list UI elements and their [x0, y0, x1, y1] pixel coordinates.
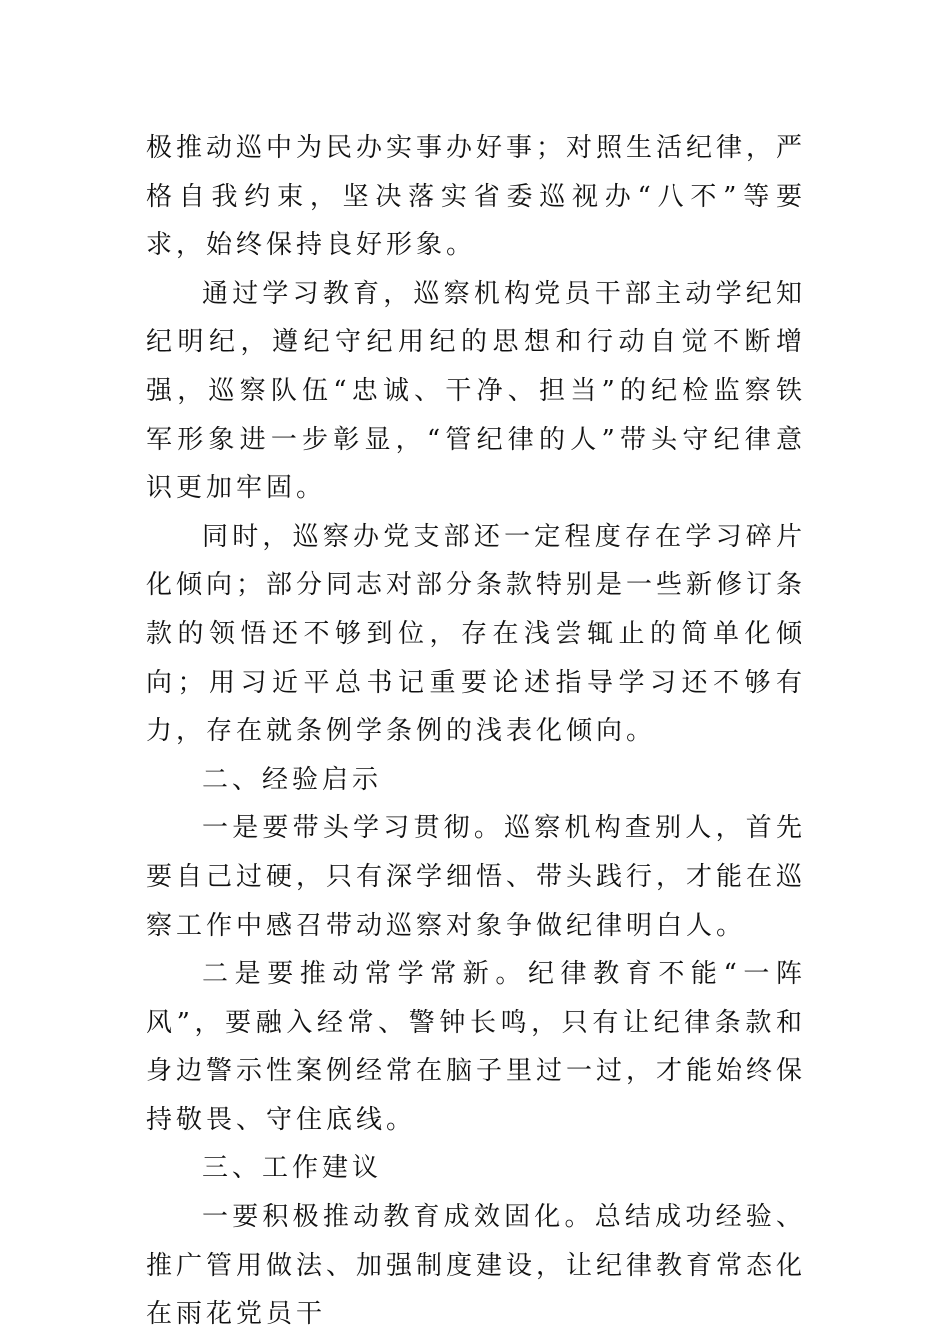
paragraph-suggestion-1: 一要积极推动教育成效固化。总结成功经验、推广管用做法、加强制度建设，让纪律教育常态化在雨花党员干 — [146, 1202, 807, 1330]
paragraph-shortcomings: 同时，巡察办党支部还一定程度存在学习碎片化倾向；部分同志对部分条款特别是一些新修订条款的领悟还不够到位，存在浅尝辄止的简单化倾向；用习近平总书记重要论述指导学习还不够有力，存在就条例学条例的浅表化倾向。 — [146, 521, 807, 747]
paragraph-continuation: 极推动巡中为民办实事办好事；对照生活纪律，严格自我约束，坚决落实省委巡视办“八不”等要求，始终保持良好形象。 — [146, 133, 807, 261]
paragraph-experience-1: 一是要带头学习贯彻。巡察机构查别人，首先要自己过硬，只有深学细悟、带头践行，才能在巡察工作中感召带动巡察对象争做纪律明白人。 — [146, 813, 807, 941]
paragraph-experience-2: 二是要推动常学常新。纪律教育不能“一阵风”，要融入经常、警钟长鸣，只有让纪律条款和身边警示性案例经常在脑子里过一过，才能始终保持敬畏、守住底线。 — [146, 959, 807, 1135]
section-heading-experience: 二、经验启示 — [202, 764, 383, 795]
section-heading-suggestions: 三、工作建议 — [202, 1153, 383, 1184]
paragraph-study-outcome: 通过学习教育，巡察机构党员干部主动学纪知纪明纪，遵纪守纪用纪的思想和行动自觉不断增强，巡察队伍“忠诚、干净、担当”的纪检监察铁军形象进一步彰显，“管纪律的人”带头守纪律意识更加牢固。 — [146, 278, 806, 504]
